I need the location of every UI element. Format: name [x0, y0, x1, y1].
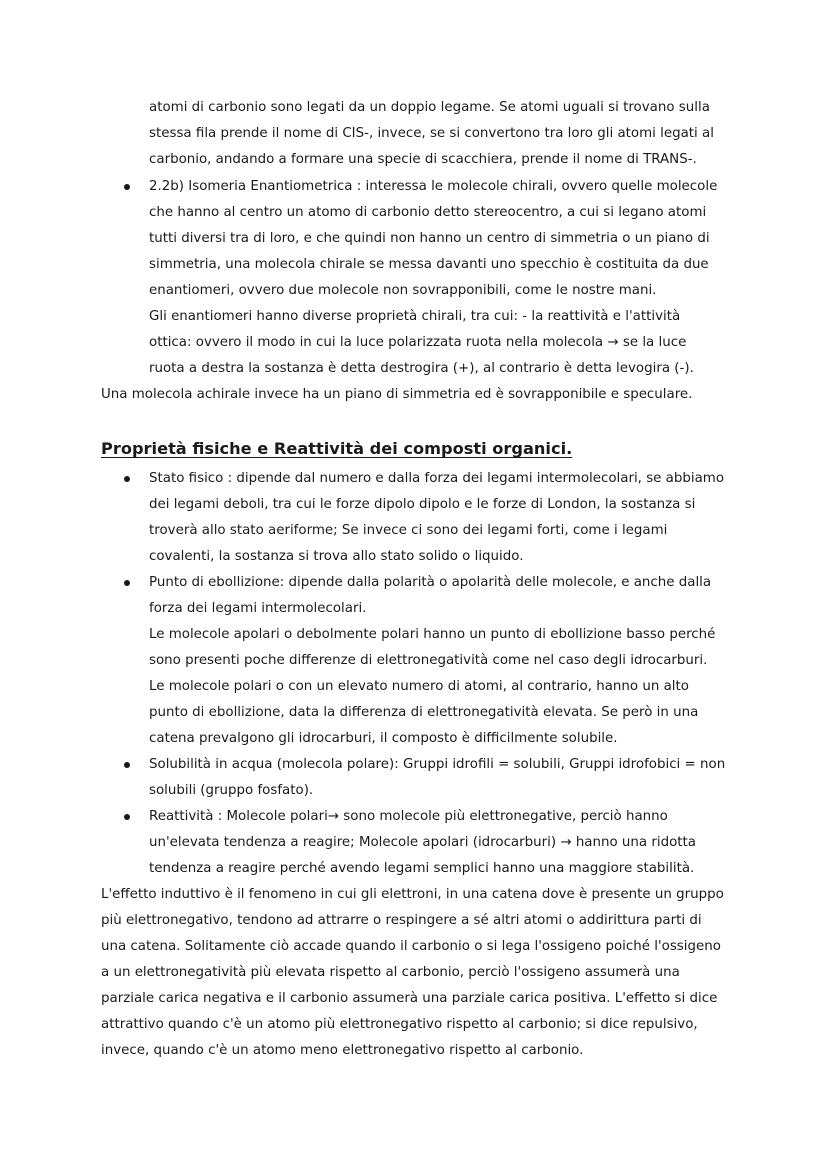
- text-line: troverà allo stato aeriforme; Se invece ci sono dei legami forti, come i legami: [149, 523, 668, 538]
- text-line: Le molecole polari o con un elevato numero di atomi, al contrario, hanno un alto: [149, 679, 689, 694]
- text-line: ruota a destra la sostanza è detta destrogira (+), al contrario è detta levogira (-).: [149, 361, 694, 376]
- text-line: a un elettronegatività più elevata rispetto al carbonio, perciò l'ossigeno assumerà una: [101, 965, 680, 980]
- text-line: sono presenti poche differenze di elettronegatività come nel caso degli idrocarburi.: [149, 653, 708, 668]
- bullet-dot: [124, 580, 130, 586]
- text-line: Solubilità in acqua (molecola polare): Gruppi idrofili = solubili, Gruppi idrofobici = non: [149, 757, 726, 772]
- text-line: Punto di ebollizione: dipende dalla polarità o apolarità delle molecole, e anche dalla: [149, 575, 712, 590]
- bullet-dot: [124, 814, 130, 820]
- text-line: punto di ebollizione, data la differenza di elettronegatività elevata. Se però in una: [149, 705, 699, 720]
- text-line: ottica: ovvero il modo in cui la luce polarizzata ruota nella molecola → se la luce: [149, 335, 687, 350]
- text-line: covalenti, la sostanza si trova allo stato solido o liquido.: [149, 549, 524, 564]
- text-line: Le molecole apolari o debolmente polari hanno un punto di ebollizione basso perché: [149, 627, 716, 642]
- text-line: invece, quando c'è un atomo meno elettronegativo rispetto al carbonio.: [101, 1043, 584, 1058]
- text-line: una catena. Solitamente ciò accade quando il carbonio o si lega l'ossigeno poiché l'ossigeno: [101, 939, 721, 954]
- text-line: simmetria, una molecola chirale se messa davanti uno specchio è costituita da due: [149, 257, 709, 272]
- bullet-dot: [124, 476, 130, 482]
- text-line: catena prevalgono gli idrocarburi, il composto è difficilmente solubile.: [149, 731, 618, 746]
- text-line: attrattivo quando c'è un atomo più elettronegativo rispetto al carbonio; si dice repulsivo,: [101, 1017, 698, 1032]
- text-line: parziale carica negativa e il carbonio assumerà una parziale carica positiva. L'effetto si dice: [101, 991, 718, 1006]
- text-line: un'elevata tendenza a reagire; Molecole apolari (idrocarburi) → hanno una ridotta: [149, 835, 696, 850]
- text-line: Gli enantiomeri hanno diverse proprietà chirali, tra cui: - la reattività e l'attività: [149, 309, 681, 324]
- text-line: che hanno al centro un atomo di carbonio detto stereocentro, a cui si legano atomi: [149, 205, 707, 220]
- bullet-dot: [124, 762, 130, 768]
- text-line: stessa fila prende il nome di CIS-, invece, se si convertono tra loro gli atomi legati al: [149, 126, 714, 141]
- text-line: 2.2b) Isomeria Enantiometrica : interessa le molecole chirali, ovvero quelle molecole: [149, 179, 718, 194]
- text-line: più elettronegativo, tendono ad attrarre o respingere a sé altri atomi o addirittura parti di: [101, 913, 702, 928]
- text-line: Una molecola achirale invece ha un piano di simmetria ed è sovrapponibile e speculare.: [101, 387, 693, 402]
- text-line: Reattività : Molecole polari→ sono molecole più elettronegative, perciò hanno: [149, 809, 668, 824]
- text-line: dei legami deboli, tra cui le forze dipolo dipolo e le forze di London, la sostanza si: [149, 497, 696, 512]
- text-line: L'effetto induttivo è il fenomeno in cui gli elettroni, in una catena dove è presente un gruppo: [101, 887, 724, 902]
- section-heading: Proprietà fisiche e Reattività dei composti organici.: [101, 439, 573, 458]
- text-line: tendenza a reagire perché avendo legami semplici hanno una maggiore stabilità.: [149, 861, 695, 876]
- text-line: Stato fisico : dipende dal numero e dalla forza dei legami intermolecolari, se abbiamo: [149, 471, 725, 486]
- text-line: atomi di carbonio sono legati da un doppio legame. Se atomi uguali si trovano sulla: [149, 100, 710, 115]
- text-line: forza dei legami intermolecolari.: [149, 601, 367, 616]
- text-line: carbonio, andando a formare una specie di scacchiera, prende il nome di TRANS-.: [149, 152, 697, 167]
- bullet-dot: [124, 184, 130, 190]
- text-line: enantiomeri, ovvero due molecole non sovrapponibili, come le nostre mani.: [149, 283, 657, 298]
- text-line: tutti diversi tra di loro, e che quindi non hanno un centro di simmetria o un piano di: [149, 231, 710, 246]
- text-line: solubili (gruppo fosfato).: [149, 783, 314, 798]
